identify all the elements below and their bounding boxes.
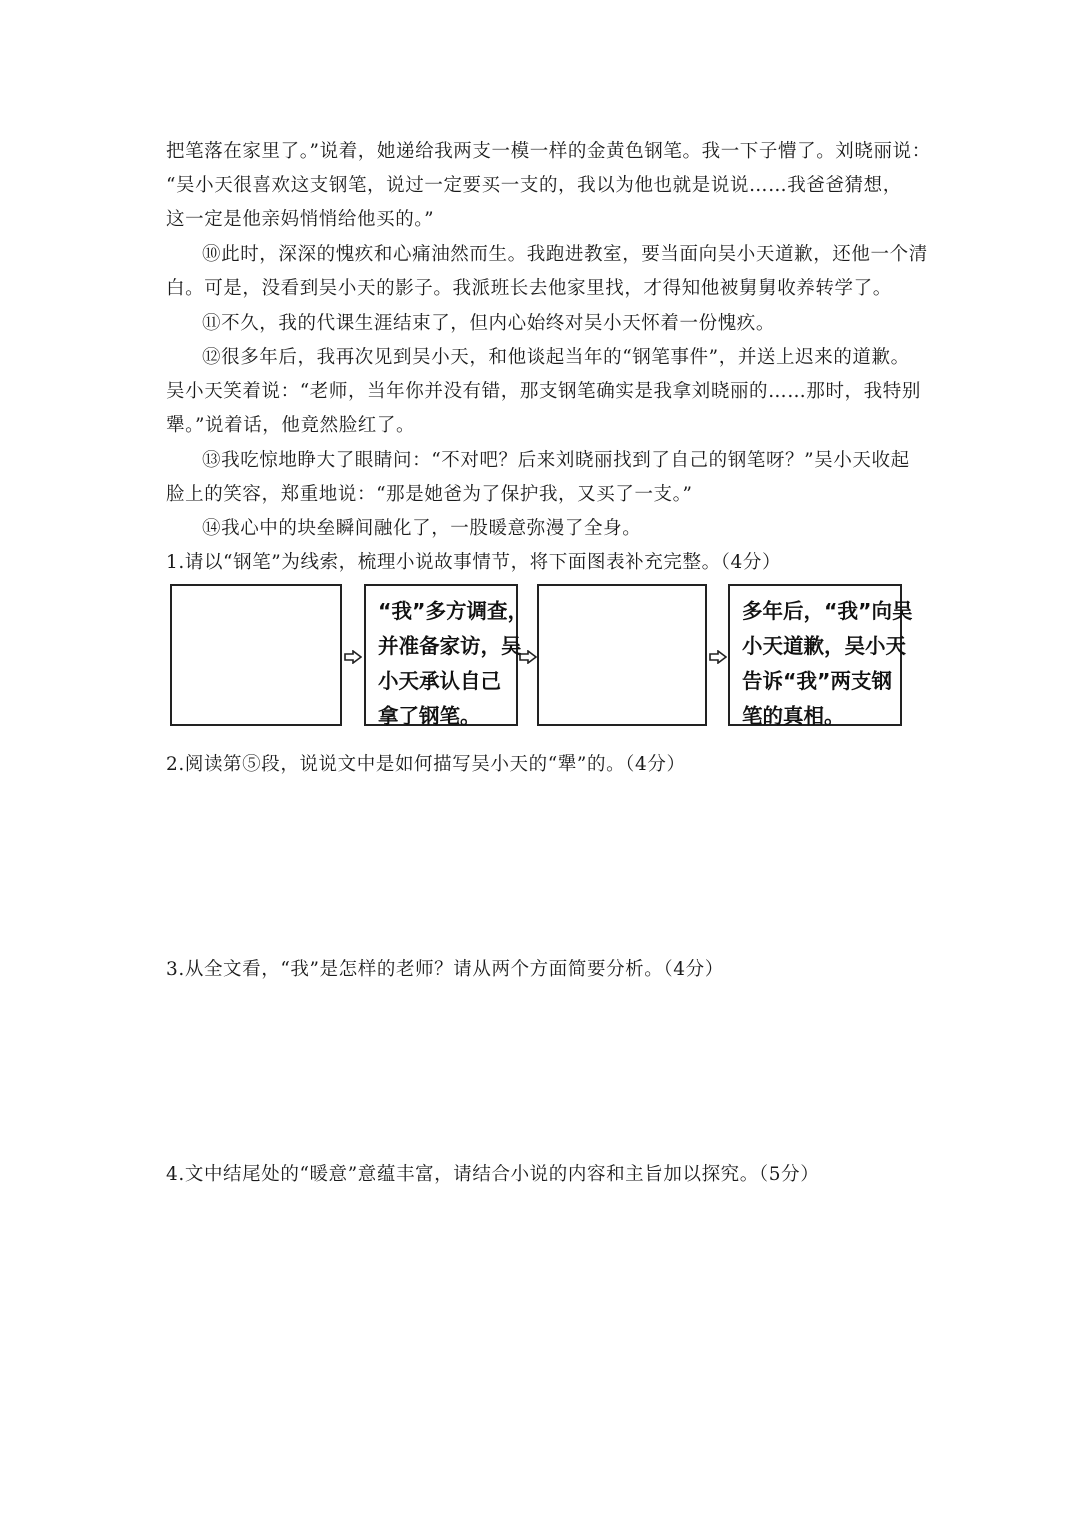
text-line: 白。可是，没看到吴小天的影子。我派班长去他家里找，才得知他被舅舅收养转学了。 <box>166 278 892 299</box>
answer-area-3[interactable] <box>166 995 916 1145</box>
text-line: ⑩此时，深深的愧疚和心痛油然而生。我跑进教室，要当面向吴小天道歉，还他一个清 <box>202 244 928 265</box>
paragraph-11 <box>166 307 926 341</box>
text-line: 吴小天笑着说：“老师，当年你并没有错，那支钢笔确实是我拿刘晓丽的……那时，我特别 <box>166 381 921 402</box>
text-line: ⑭我心中的块垒瞬间融化了，一股暖意弥漫了全身。 <box>202 518 642 539</box>
flow-box-2-line: 拿了钢笔。 <box>378 704 481 728</box>
answer-box-3[interactable] <box>537 584 707 726</box>
text-line: 这一定是他亲妈悄悄给他买的。” <box>166 209 435 230</box>
question-3: 3.从全文看，“我”是怎样的老师？请从两个方面简要分析。（4分） <box>166 959 724 980</box>
question-1: 1.请以“钢笔”为线索，梳理小说故事情节，将下面图表补充完整。（4分） <box>166 552 782 573</box>
hollow-right-arrow-icon <box>709 650 727 664</box>
text-line: ⑫很多年后，我再次见到吴小天，和他谈起当年的“钢笔事件”，并送上迟来的道歉。 <box>202 347 910 368</box>
flow-box-4-line: 笔的真相。 <box>742 704 845 728</box>
text-line: 脸上的笑容，郑重地说：“那是她爸为了保护我，又买了一支。” <box>166 484 693 505</box>
flow-box-4 <box>728 584 913 728</box>
text-line: ⑬我吃惊地睁大了眼睛问：“不对吧？后来刘晓丽找到了自己的钢笔呀？”吴小天收起 <box>202 450 910 471</box>
paragraph-10 <box>166 238 926 306</box>
text-line: “吴小天很喜欢这支钢笔，说过一定要买一支的，我以为他也就是说说……我爸爸猜想， <box>166 175 902 196</box>
hollow-right-arrow-icon <box>519 650 537 664</box>
answer-box-1[interactable] <box>170 584 342 726</box>
flow-box-2-line: “我”多方调查， <box>378 599 528 623</box>
text-line: 犟。”说着话，他竟然脸红了。 <box>166 415 416 436</box>
hollow-right-arrow-icon <box>344 650 362 664</box>
paragraph-14 <box>166 512 926 546</box>
paragraph-13 <box>166 444 926 512</box>
answer-area-4[interactable] <box>166 1200 916 1400</box>
flow-box-4-line: 告诉“我”两支钢 <box>742 669 892 693</box>
flow-box-2-line: 小天承认自己 <box>378 669 501 693</box>
flow-box-2 <box>364 584 528 728</box>
text-line: ⑪不久，我的代课生涯结束了，但内心始终对吴小天怀着一份愧疚。 <box>202 313 776 334</box>
flow-box-2-line: 并准备家访，吴 <box>378 634 522 658</box>
question-4: 4.文中结尾处的“暖意”意蕴丰富，请结合小说的内容和主旨加以探究。（5分） <box>166 1164 820 1185</box>
paragraph-12 <box>166 341 926 443</box>
flow-box-4-line: 小天道歉，吴小天 <box>742 634 906 658</box>
text-line: 把笔落在家里了。”说着，她递给我两支一模一样的金黄色钢笔。我一下子懵了。刘晓丽说： <box>166 141 931 162</box>
paragraph-9-continued <box>166 135 931 237</box>
question-2: 2.阅读第⑤段，说说文中是如何描写吴小天的“犟”的。（4分） <box>166 754 686 775</box>
answer-area-2[interactable] <box>166 790 916 940</box>
flow-box-4-line: 多年后，“我”向吴 <box>742 599 913 623</box>
